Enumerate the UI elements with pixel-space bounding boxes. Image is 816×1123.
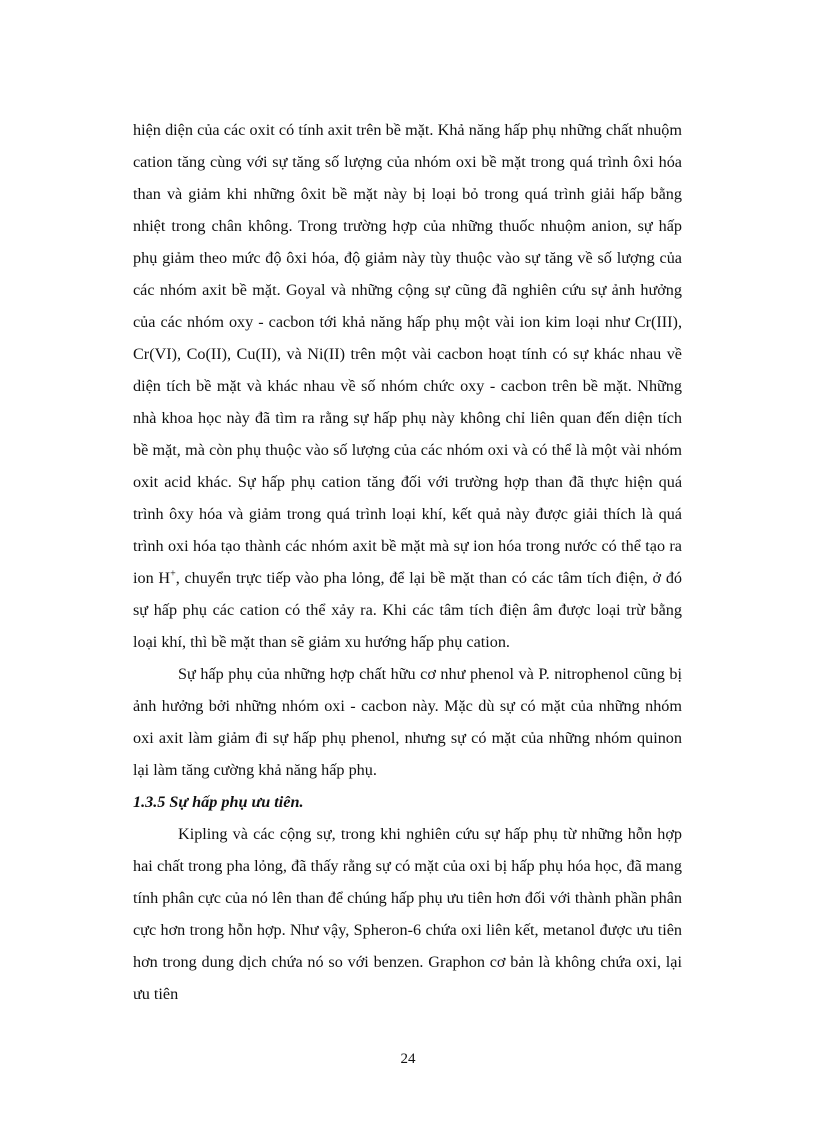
superscript-plus: + xyxy=(170,568,176,580)
paragraph-3: Kipling và các cộng sự, trong khi nghiên cứu sự hấp phụ từ những hỗn hợp hai chất trong pha lỏng, đã thấy rằng sự có mặt của oxi bị hấp phụ hóa học, đã mang tính phân cực của nó lên than để chúng hấp phụ ưu tiên hơn đối với thành phần phân cực hơn trong hỗn hợp. Như vậy, Spheron-6 chứa oxi liên kết, metanol được ưu tiên hơn trong dung dịch chứa nó so với benzen. Graphon cơ bản là không chứa oxi, lại ưu tiên xyxy=(133,825,682,1003)
page-number: 24 xyxy=(400,1051,416,1067)
section-heading: 1.3.5 Sự hấp phụ ưu tiên. xyxy=(133,793,304,811)
body-text xyxy=(133,114,682,1010)
paragraph-1: hiện diện của các oxit có tính axit trên bề mặt. Khả năng hấp phụ những chất nhuộm cation tăng cùng với sự tăng số lượng của nhóm oxi bề mặt trong quá trình ôxi hóa than và giảm khi những ôxit bề mặt này bị loại bỏ trong quá trình giải hấp bằng nhiệt trong chân không. Trong trường hợp của những thuốc nhuộm anion, sự hấp phụ giảm theo mức độ ôxi hóa, độ giảm này tùy thuộc vào sự tăng về số lượng của các nhóm axit bề mặt. Goyal và những cộng sự cũng đã nghiên cứu sự ảnh hưởng của các nhóm oxy - cacbon tới khả năng hấp phụ một vài ion kim loại như Cr(III), Cr(VI), Co(II), Cu(II), và Ni(II) trên một vài cacbon hoạt tính có sự khác nhau về diện tích bề mặt và khác nhau về số nhóm chức oxy - cacbon trên bề mặt. Những nhà khoa học này đã tìm ra rằng sự hấp phụ này không chỉ liên quan đến diện tích bề mặt, mà còn phụ thuộc vào số lượng của các nhóm oxi và có thể là một vài nhóm oxit acid khác. Sự hấp phụ cation tăng đối với trường hợp than đã thực hiện quá trình ôxy hóa và giảm trong quá trình loại khí, kết quả này được giải thích là quá trình oxi hóa tạo thành các nhóm axit bề mặt mà sự ion hóa trong nước có thể tạo ra ion H+, chuyển trực tiếp vào pha lỏng, để lại bề mặt than có các tâm tích điện, ở đó sự hấp phụ các cation có thể xảy ra. Khi các tâm tích điện âm được loại trừ bằng loại khí, thì bề mặt than sẽ giảm xu hướng hấp phụ cation. xyxy=(133,121,683,651)
paragraph-2: Sự hấp phụ của những hợp chất hữu cơ như phenol và P. nitrophenol cũng bị ảnh hưởng bởi những nhóm oxi - cacbon này. Mặc dù sự có mặt của những nhóm oxi axit làm giảm đi sự hấp phụ phenol, nhưng sự có mặt của những nhóm quinon lại làm tăng cường khả năng hấp phụ. xyxy=(133,665,682,779)
